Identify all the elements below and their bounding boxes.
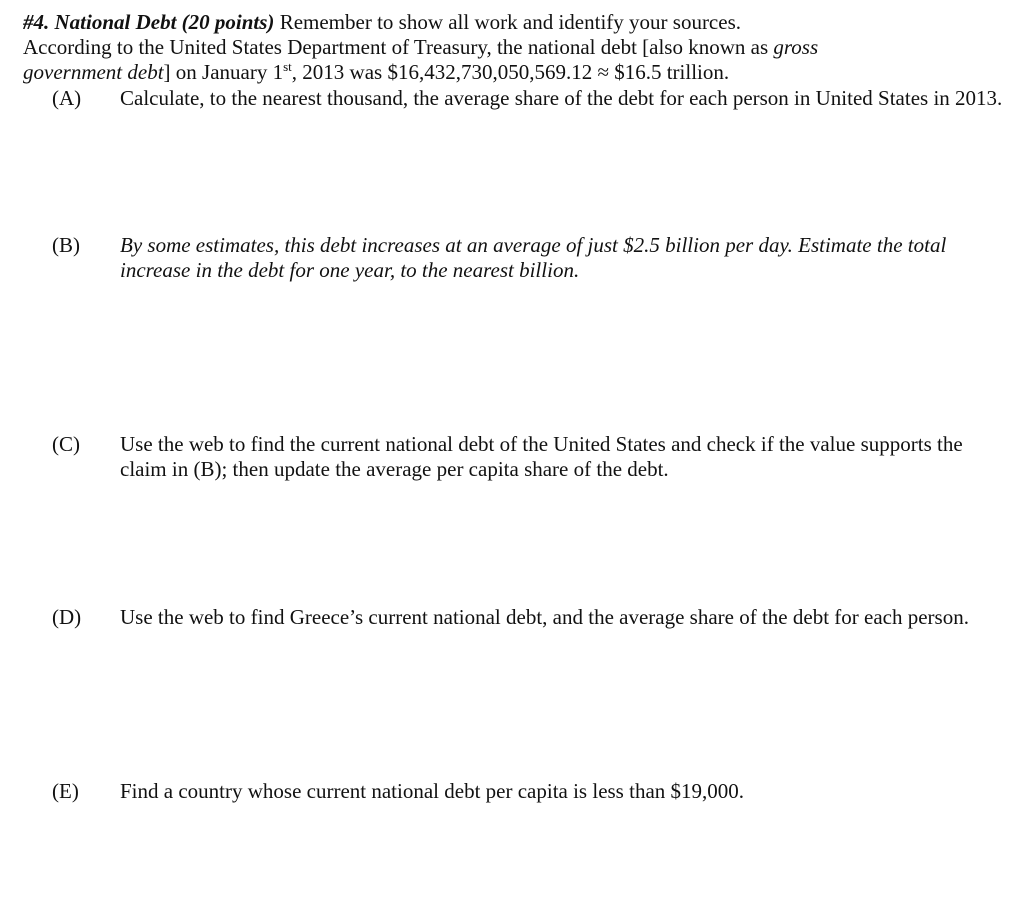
intro-text-c: , 2013 was $16,432,730,050,569.12 ≈ $16.5 trillion. bbox=[291, 60, 730, 84]
intro-term-gross: gross bbox=[773, 35, 819, 59]
question-title: National Debt (20 points) bbox=[54, 10, 275, 34]
part-c-label: (C) bbox=[52, 432, 80, 456]
part-e-label: (E) bbox=[52, 779, 79, 803]
part-d-text: Use the web to find Greece’s current national debt, and the average share of the debt for each person. bbox=[120, 605, 969, 629]
part-e-text: Find a country whose current national debt per capita is less than $19,000. bbox=[120, 779, 745, 803]
part-a-label: (A) bbox=[52, 86, 82, 110]
part-a-text: Calculate, to the nearest thousand, the average share of the debt for each person in United States in 2013. bbox=[120, 86, 1003, 110]
intro-superscript: st bbox=[283, 59, 292, 74]
intro-paragraph bbox=[23, 10, 1013, 85]
question-number: #4. bbox=[23, 10, 50, 34]
intro-term-government-debt: government debt bbox=[23, 60, 164, 84]
part-c-text: Use the web to find the current national debt of the United States and check if the value supports the claim in (B); then update the average per capita share of the debt. bbox=[120, 432, 963, 481]
intro-text-b: ] on January 1 bbox=[163, 60, 284, 84]
part-b-label: (B) bbox=[52, 233, 80, 257]
part-d-label: (D) bbox=[52, 605, 82, 629]
question-intro bbox=[23, 10, 1013, 85]
question-instruction: Remember to show all work and identify your sources. bbox=[274, 10, 742, 34]
intro-text-a: According to the United States Department of Treasury, the national debt [also known as bbox=[23, 35, 774, 59]
part-b-text: By some estimates, this debt increases at an average of just $2.5 billion per day. Estimate the total increase in the debt for one year, to the nearest billion. bbox=[120, 233, 947, 282]
